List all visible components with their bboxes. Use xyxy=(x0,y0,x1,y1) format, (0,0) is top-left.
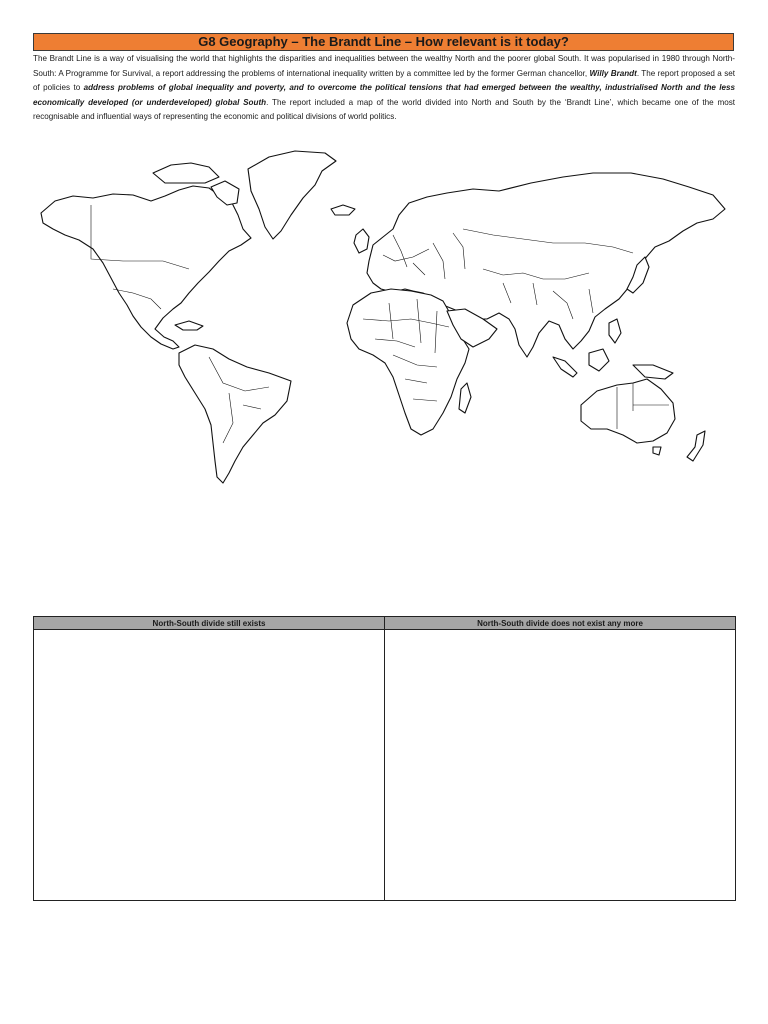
header-divide-still-exists: North-South divide still exists xyxy=(34,617,385,630)
worksheet-title: G8 Geography – The Brandt Line – How relevant is it today? xyxy=(33,33,734,51)
header-divide-no-longer-exists: North-South divide does not exist any more xyxy=(385,617,736,630)
world-map-svg xyxy=(33,143,735,488)
new-guinea-shape xyxy=(633,365,673,379)
response-cell-still-exists[interactable] xyxy=(34,630,385,901)
iceland-shape xyxy=(331,205,355,215)
intro-text-part-3: . The report included a map of the world divided into North and South by the ‘Brandt Line’, which became one of the most recognisable and influential ways of representing the economic and political divisions of world politics. xyxy=(33,97,735,122)
intro-text-part-2: . The report proposed a set of policies to xyxy=(33,68,735,93)
table-header-row xyxy=(34,617,736,630)
table-response-row xyxy=(34,630,736,901)
canadian-islands-shape xyxy=(153,163,219,183)
sumatra-shape xyxy=(553,357,577,377)
british-isles-shape xyxy=(354,229,369,253)
tasmania-shape xyxy=(653,447,661,455)
response-cell-no-longer-exists[interactable] xyxy=(385,630,736,901)
intro-person-name: Willy Brandt xyxy=(589,68,637,78)
intro-text-part-1: The Brandt Line is a way of visualising the world that highlights the disparities and inequalities between the wealthy North and the poorer global South. It was popularised in 1980 through North-South: A Programme for Survival, a report addressing the problems of international inequality written by a committee led by the former German chancellor, xyxy=(33,54,735,78)
south-america-shape xyxy=(179,345,291,483)
caribbean-islands-shape xyxy=(175,321,203,330)
world-outline-map xyxy=(33,143,735,488)
madagascar-shape xyxy=(459,383,471,413)
north-america-shape xyxy=(41,186,251,349)
australia-shape xyxy=(581,379,675,443)
philippines-shape xyxy=(609,319,621,343)
greenland-shape xyxy=(248,151,336,239)
new-zealand-shape xyxy=(687,431,705,461)
borneo-shape xyxy=(589,349,609,371)
intro-paragraph xyxy=(33,52,735,125)
intro-emphasis: address problems of global inequality and poverty, and to overcome the political tensions that had emerged between the wealthy, industrialised North and the less economically developed (or underdeveloped) global South xyxy=(33,83,735,107)
north-south-comparison-table xyxy=(33,616,736,901)
